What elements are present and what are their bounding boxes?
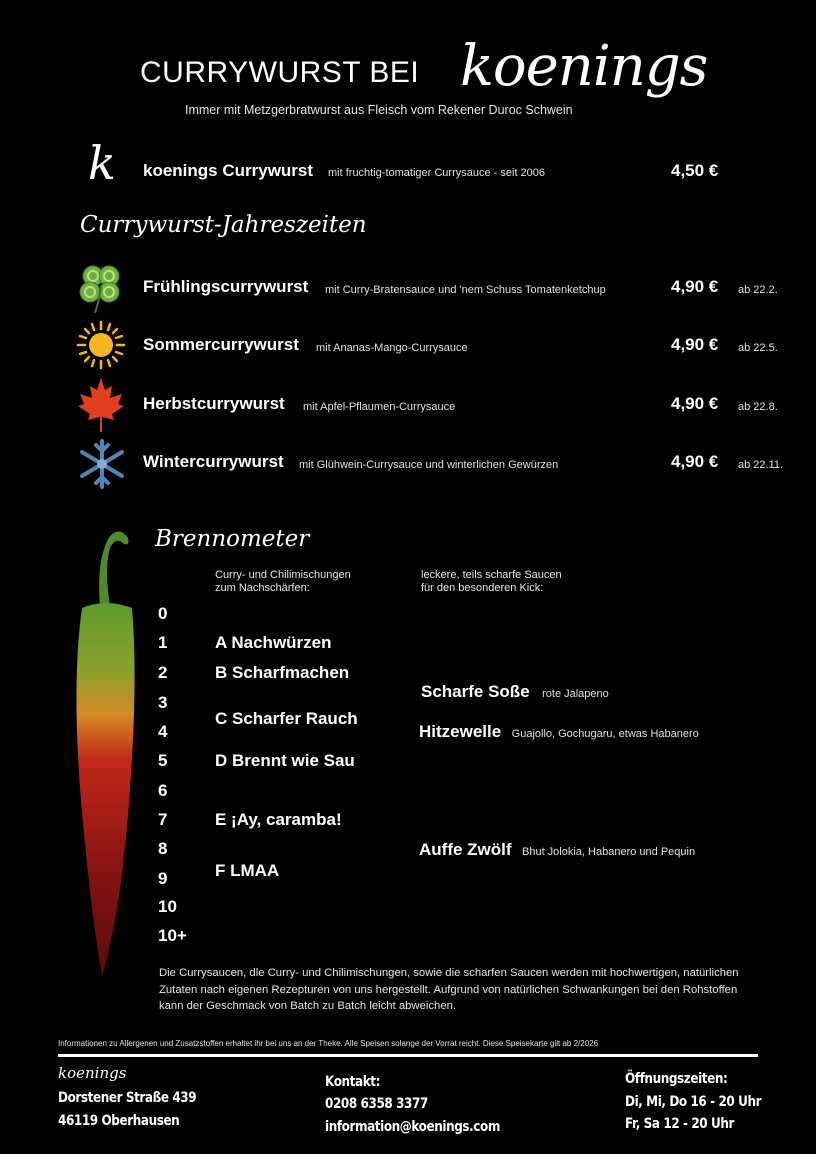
menu-item-available-from: ab 22.2. <box>738 284 778 296</box>
heat-level: 5 <box>158 751 168 770</box>
spice-mix: C Scharfer Rauch <box>215 709 358 728</box>
ingredients-note: Die Currysaucen, dle Curry- und Chilimischungen, sowie die scharfen Saucen werden mit hochwertigen, natürlichen Zutaten nach eigenen Rezepturen von uns hergestellt. Aufgrund von natürlichen Schwankungen bei den Rohstoffen kann der Geschmack von Batch zu Batch leicht abweichen. <box>159 967 739 1012</box>
spice-mix: E ¡Ay, caramba! <box>215 810 342 829</box>
menu-item-description: mit Glühwein-Currysauce und winterlichen Gewürzen <box>299 459 559 471</box>
k-logo-icon: k <box>88 136 116 190</box>
mixes-header-line: Curry- und Chilimischungen <box>215 569 351 581</box>
menu-item-price: 4,90 € <box>671 335 719 354</box>
sun-icon <box>76 320 126 370</box>
allergen-fineprint: Informationen zu Allergenen und Zusatzstoffen erhaltet ihr bei uns an der Theke. Alle Speisen solange der Vorrat reicht. Diese Speisekarte gilt ab 2/2026 <box>58 1039 599 1048</box>
address-line: 46119 Oberhausen <box>58 1113 180 1129</box>
heat-level: 4 <box>158 722 168 741</box>
heat-level: 1 <box>158 633 168 652</box>
menu-item-name: Herbstcurrywurst <box>143 394 285 413</box>
heat-level: 9 <box>158 869 168 888</box>
sauce-description: Bhut Jolokia, Habanero und Pequin <box>522 846 696 858</box>
opening-hours-line: Di, Mi, Do 16 - 20 Uhr <box>625 1094 762 1110</box>
sauces-header-line: für den besonderen Kick: <box>421 582 544 594</box>
sauce-description: rote Jalapeno <box>542 688 609 700</box>
sauces-header-line: leckere, teils scharfe Saucen <box>421 569 562 581</box>
spice-mix: B Scharfmachen <box>215 663 350 682</box>
heat-level: 8 <box>158 839 168 858</box>
sauces-column-header <box>421 569 562 595</box>
heat-level: 10 <box>158 897 177 916</box>
menu-item-available-from: ab 22.5. <box>738 342 778 354</box>
sauce-name: Auffe Zwölf <box>419 840 512 859</box>
heat-level: 7 <box>158 810 168 829</box>
menu-item-available-from: ab 22.8. <box>738 401 778 413</box>
menu-item-name: koenings Currywurst <box>143 161 314 180</box>
menu-item-description: mit Curry-Bratensauce und 'nem Schuss Tomatenketchup <box>325 284 606 296</box>
heat-level: 0 <box>158 604 168 623</box>
clover-icon <box>77 263 125 315</box>
mixes-header-line: zum Nachschärfen: <box>215 582 310 594</box>
heat-level: 3 <box>158 693 168 712</box>
sauce-name: Scharfe Soße <box>421 682 530 701</box>
email-link[interactable]: information@koenings.com <box>325 1119 500 1135</box>
brand-logo: koenings <box>460 34 708 99</box>
menu-item-price: 4,90 € <box>671 394 719 413</box>
sauce-name: Hitzewelle <box>419 722 502 741</box>
sauce-item <box>421 682 609 702</box>
chili-pepper-image <box>70 528 140 978</box>
menu-item-price: 4,90 € <box>671 452 719 471</box>
sauce-item <box>419 840 695 860</box>
menu-item-name: Sommercurrywurst <box>143 335 299 354</box>
page-title: CURRYWURST BEI <box>140 56 420 89</box>
footer-divider <box>58 1054 758 1057</box>
tagline: Immer mit Metzgerbratwurst aus Fleisch vom Rekener Duroc Schwein <box>185 103 573 117</box>
heat-level: 2 <box>158 663 168 682</box>
heat-level: 6 <box>158 781 168 800</box>
snowflake-icon <box>79 438 125 490</box>
mixes-column-header <box>215 569 351 595</box>
menu-item-description: mit fruchtig-tomatiger Currysauce - seit 2006 <box>328 167 546 179</box>
menu-item-name: Frühlingscurrywurst <box>143 277 309 296</box>
opening-hours-line: Fr, Sa 12 - 20 Uhr <box>625 1116 735 1132</box>
section-title-seasons: Currywurst-Jahreszeiten <box>80 212 367 238</box>
footer-logo: koenings <box>58 1064 127 1082</box>
spice-mix: D Brennt wie Sau <box>215 751 355 770</box>
menu-item-name: Wintercurrywurst <box>143 452 284 471</box>
sauce-description: Guajollo, Gochugaru, etwas Habanero <box>511 728 699 740</box>
heat-level: 10+ <box>158 926 187 945</box>
contact-label: Kontakt: <box>325 1074 380 1090</box>
menu-item-price: 4,50 € <box>671 161 719 180</box>
opening-hours-label: Öffnungszeiten: <box>625 1071 728 1087</box>
phone-link[interactable]: 0208 6358 3377 <box>325 1096 428 1112</box>
menu-item-price: 4,90 € <box>671 277 719 296</box>
sauce-item <box>419 722 699 742</box>
address-line: Dorstener Straße 439 <box>58 1090 197 1106</box>
menu-item-description: mit Ananas-Mango-Currysauce <box>316 342 468 354</box>
menu-item-description: mit Apfel-Pflaumen-Currysauce <box>303 401 456 413</box>
spice-mix: A Nachwürzen <box>215 633 332 652</box>
maple-leaf-icon <box>76 376 126 432</box>
section-title-brennometer: Brennometer <box>155 526 310 552</box>
menu-item-available-from: ab 22.11. <box>738 459 784 471</box>
spice-mix: F LMAA <box>215 861 280 880</box>
